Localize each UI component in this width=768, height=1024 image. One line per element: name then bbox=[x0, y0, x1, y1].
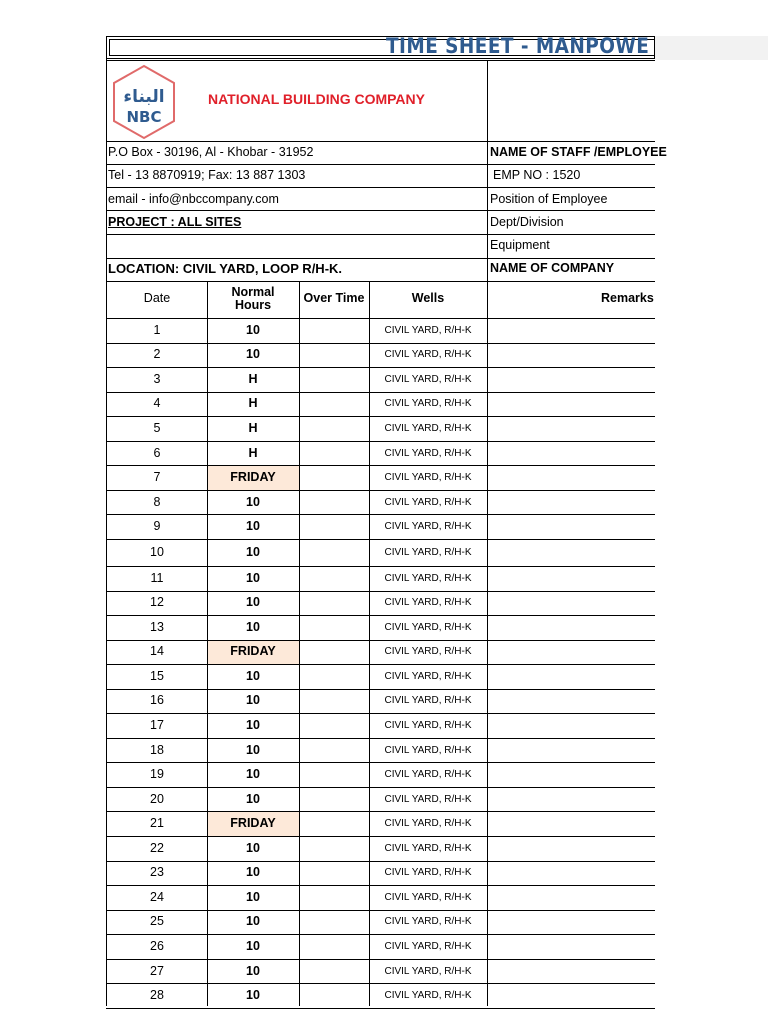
header-bottom-line bbox=[106, 141, 655, 142]
row-hours: 10 bbox=[246, 494, 260, 509]
location: LOCATION: CIVIL YARD, LOOP R/H-K. bbox=[108, 261, 343, 276]
nbc-logo bbox=[112, 64, 176, 140]
row-date: 24 bbox=[150, 889, 164, 904]
table-row-line bbox=[106, 1008, 655, 1009]
table-row-line bbox=[106, 465, 655, 466]
row-hours: FRIDAY bbox=[230, 470, 276, 485]
row-wells: CIVIL YARD, R/H-K bbox=[384, 744, 472, 756]
row-hours: 10 bbox=[246, 322, 260, 337]
table-row-line bbox=[106, 640, 655, 641]
table-row-line bbox=[106, 861, 655, 862]
row-wells: CIVIL YARD, R/H-K bbox=[384, 546, 472, 558]
company-name: NATIONAL BUILDING COMPANY bbox=[208, 91, 425, 107]
row-hours: 10 bbox=[246, 668, 260, 683]
row-date: 17 bbox=[150, 718, 164, 733]
row-date: 22 bbox=[150, 840, 164, 855]
table-row-line bbox=[106, 591, 655, 592]
header-normal-1: Normal bbox=[231, 285, 275, 299]
row-wells: CIVIL YARD, R/H-K bbox=[384, 769, 472, 781]
row-wells: CIVIL YARD, R/H-K bbox=[384, 670, 472, 682]
table-row-line bbox=[106, 738, 655, 739]
row-wells: CIVIL YARD, R/H-K bbox=[384, 965, 472, 977]
row-date: 14 bbox=[150, 644, 164, 659]
row-hours: 10 bbox=[246, 865, 260, 880]
row-hours: FRIDAY bbox=[230, 644, 276, 659]
row-hours: 10 bbox=[246, 840, 260, 855]
row-date: 5 bbox=[153, 420, 161, 435]
row-date: 8 bbox=[153, 494, 161, 509]
row-wells: CIVIL YARD, R/H-K bbox=[384, 373, 472, 385]
row-hours: 10 bbox=[246, 988, 260, 1003]
table-header-line bbox=[106, 318, 655, 319]
header-remarks: Remarks bbox=[601, 291, 654, 305]
row-wells: CIVIL YARD, R/H-K bbox=[384, 621, 472, 633]
table-row-line bbox=[106, 762, 655, 763]
table-row-line bbox=[106, 811, 655, 812]
row-date: 4 bbox=[153, 396, 161, 411]
row-hours: 10 bbox=[246, 742, 260, 757]
row-hours: 10 bbox=[246, 718, 260, 733]
info-row-line bbox=[106, 258, 655, 259]
row-wells: CIVIL YARD, R/H-K bbox=[384, 720, 472, 732]
table-row-line bbox=[106, 885, 655, 886]
row-wells: CIVIL YARD, R/H-K bbox=[384, 472, 472, 484]
row-date: 21 bbox=[150, 816, 164, 831]
header-overtime: Over Time bbox=[303, 291, 365, 305]
project: PROJECT : ALL SITES bbox=[108, 215, 242, 229]
info-row-line bbox=[106, 187, 655, 188]
table-row-line bbox=[106, 615, 655, 616]
row-wells: CIVIL YARD, R/H-K bbox=[384, 646, 472, 658]
row-hours: 10 bbox=[246, 570, 260, 585]
header-normal-2: Hours bbox=[234, 298, 272, 312]
row-hours: 10 bbox=[246, 595, 260, 610]
table-row-line bbox=[106, 836, 655, 837]
row-date: 6 bbox=[153, 445, 161, 460]
header-wells: Wells bbox=[411, 291, 445, 305]
position-label: Position of Employee bbox=[490, 192, 608, 206]
table-row-line bbox=[106, 713, 655, 714]
table-row-line bbox=[106, 441, 655, 442]
row-date: 28 bbox=[150, 988, 164, 1003]
row-wells: CIVIL YARD, R/H-K bbox=[384, 572, 472, 584]
row-date: 3 bbox=[153, 371, 161, 386]
row-date: 11 bbox=[150, 570, 164, 585]
row-date: 12 bbox=[150, 595, 164, 610]
info-row-line bbox=[106, 281, 655, 282]
table-row-line bbox=[106, 959, 655, 960]
row-wells: CIVIL YARD, R/H-K bbox=[384, 349, 472, 361]
title-overflow-bar bbox=[655, 36, 768, 60]
row-date: 15 bbox=[150, 668, 164, 683]
info-row-line bbox=[106, 164, 655, 165]
row-wells: CIVIL YARD, R/H-K bbox=[384, 521, 472, 533]
row-wells: CIVIL YARD, R/H-K bbox=[384, 990, 472, 1002]
row-hours: 10 bbox=[246, 963, 260, 978]
row-hours: H bbox=[248, 396, 258, 411]
table-row-line bbox=[106, 664, 655, 665]
row-hours: 10 bbox=[246, 619, 260, 634]
table-row-line bbox=[106, 910, 655, 911]
row-hours: H bbox=[248, 420, 258, 435]
row-date: 25 bbox=[150, 914, 164, 929]
row-hours: 10 bbox=[246, 693, 260, 708]
row-date: 19 bbox=[150, 767, 164, 782]
row-wells: CIVIL YARD, R/H-K bbox=[384, 867, 472, 879]
table-row-line bbox=[106, 514, 655, 515]
dept-label: Dept/Division bbox=[490, 215, 564, 229]
table-row-line bbox=[106, 490, 655, 491]
row-date: 16 bbox=[150, 693, 164, 708]
row-wells: CIVIL YARD, R/H-K bbox=[384, 398, 472, 410]
po-box: P.O Box - 30196, Al - Khobar - 31952 bbox=[108, 145, 314, 159]
row-wells: CIVIL YARD, R/H-K bbox=[384, 940, 472, 952]
row-date: 1 bbox=[153, 322, 161, 337]
row-date: 20 bbox=[150, 791, 164, 806]
row-wells: CIVIL YARD, R/H-K bbox=[384, 793, 472, 805]
info-row-line bbox=[106, 234, 655, 235]
row-wells: CIVIL YARD, R/H-K bbox=[384, 447, 472, 459]
table-row-line bbox=[106, 392, 655, 393]
row-date: 26 bbox=[150, 938, 164, 953]
row-hours: 10 bbox=[246, 767, 260, 782]
email: email - info@nbccompany.com bbox=[108, 192, 279, 206]
table-row-line bbox=[106, 934, 655, 935]
header-top-line bbox=[106, 60, 655, 61]
row-date: 18 bbox=[150, 742, 164, 757]
row-date: 23 bbox=[150, 865, 164, 880]
table-row-line bbox=[106, 416, 655, 417]
row-date: 13 bbox=[150, 619, 164, 634]
row-date: 2 bbox=[153, 347, 161, 362]
row-wells: CIVIL YARD, R/H-K bbox=[384, 422, 472, 434]
row-date: 9 bbox=[153, 519, 161, 534]
row-hours: H bbox=[248, 445, 258, 460]
equipment-label: Equipment bbox=[490, 238, 550, 252]
header-mid-divider bbox=[487, 60, 488, 282]
table-col-line bbox=[487, 281, 488, 1006]
row-date: 7 bbox=[153, 470, 161, 485]
row-date: 27 bbox=[150, 963, 164, 978]
table-row-line bbox=[106, 689, 655, 690]
employee-name-label: NAME OF STAFF /EMPLOYEE bbox=[490, 145, 667, 159]
table-row-line bbox=[106, 983, 655, 984]
table-row-line bbox=[106, 367, 655, 368]
table-row-line bbox=[106, 539, 655, 540]
row-hours: H bbox=[248, 371, 258, 386]
table-row-line bbox=[106, 787, 655, 788]
table-row-line bbox=[106, 343, 655, 344]
row-hours: 10 bbox=[246, 544, 260, 559]
row-hours: 10 bbox=[246, 791, 260, 806]
row-wells: CIVIL YARD, R/H-K bbox=[384, 324, 472, 336]
logo-text: NBC bbox=[126, 108, 162, 126]
page-title: TIME SHEET - MANPOWE bbox=[386, 34, 650, 58]
row-wells: CIVIL YARD, R/H-K bbox=[384, 842, 472, 854]
row-hours: 10 bbox=[246, 914, 260, 929]
row-hours: 10 bbox=[246, 519, 260, 534]
row-hours: 10 bbox=[246, 347, 260, 362]
row-hours: 10 bbox=[246, 938, 260, 953]
header-date: Date bbox=[143, 291, 171, 305]
row-date: 10 bbox=[150, 544, 164, 559]
row-wells: CIVIL YARD, R/H-K bbox=[384, 496, 472, 508]
emp-no: EMP NO : 1520 bbox=[493, 168, 581, 182]
info-row-line bbox=[106, 210, 655, 211]
row-wells: CIVIL YARD, R/H-K bbox=[384, 818, 472, 830]
row-wells: CIVIL YARD, R/H-K bbox=[384, 891, 472, 903]
row-wells: CIVIL YARD, R/H-K bbox=[384, 916, 472, 928]
row-hours: 10 bbox=[246, 889, 260, 904]
row-wells: CIVIL YARD, R/H-K bbox=[384, 597, 472, 609]
row-hours: FRIDAY bbox=[230, 816, 276, 831]
row-wells: CIVIL YARD, R/H-K bbox=[384, 695, 472, 707]
tel-fax: Tel - 13 8870919; Fax: 13 887 1303 bbox=[108, 168, 306, 182]
table-col-line bbox=[299, 281, 300, 1006]
table-row-line bbox=[106, 566, 655, 567]
logo-arabic: البناء bbox=[123, 87, 165, 107]
company-label: NAME OF COMPANY bbox=[490, 261, 615, 275]
